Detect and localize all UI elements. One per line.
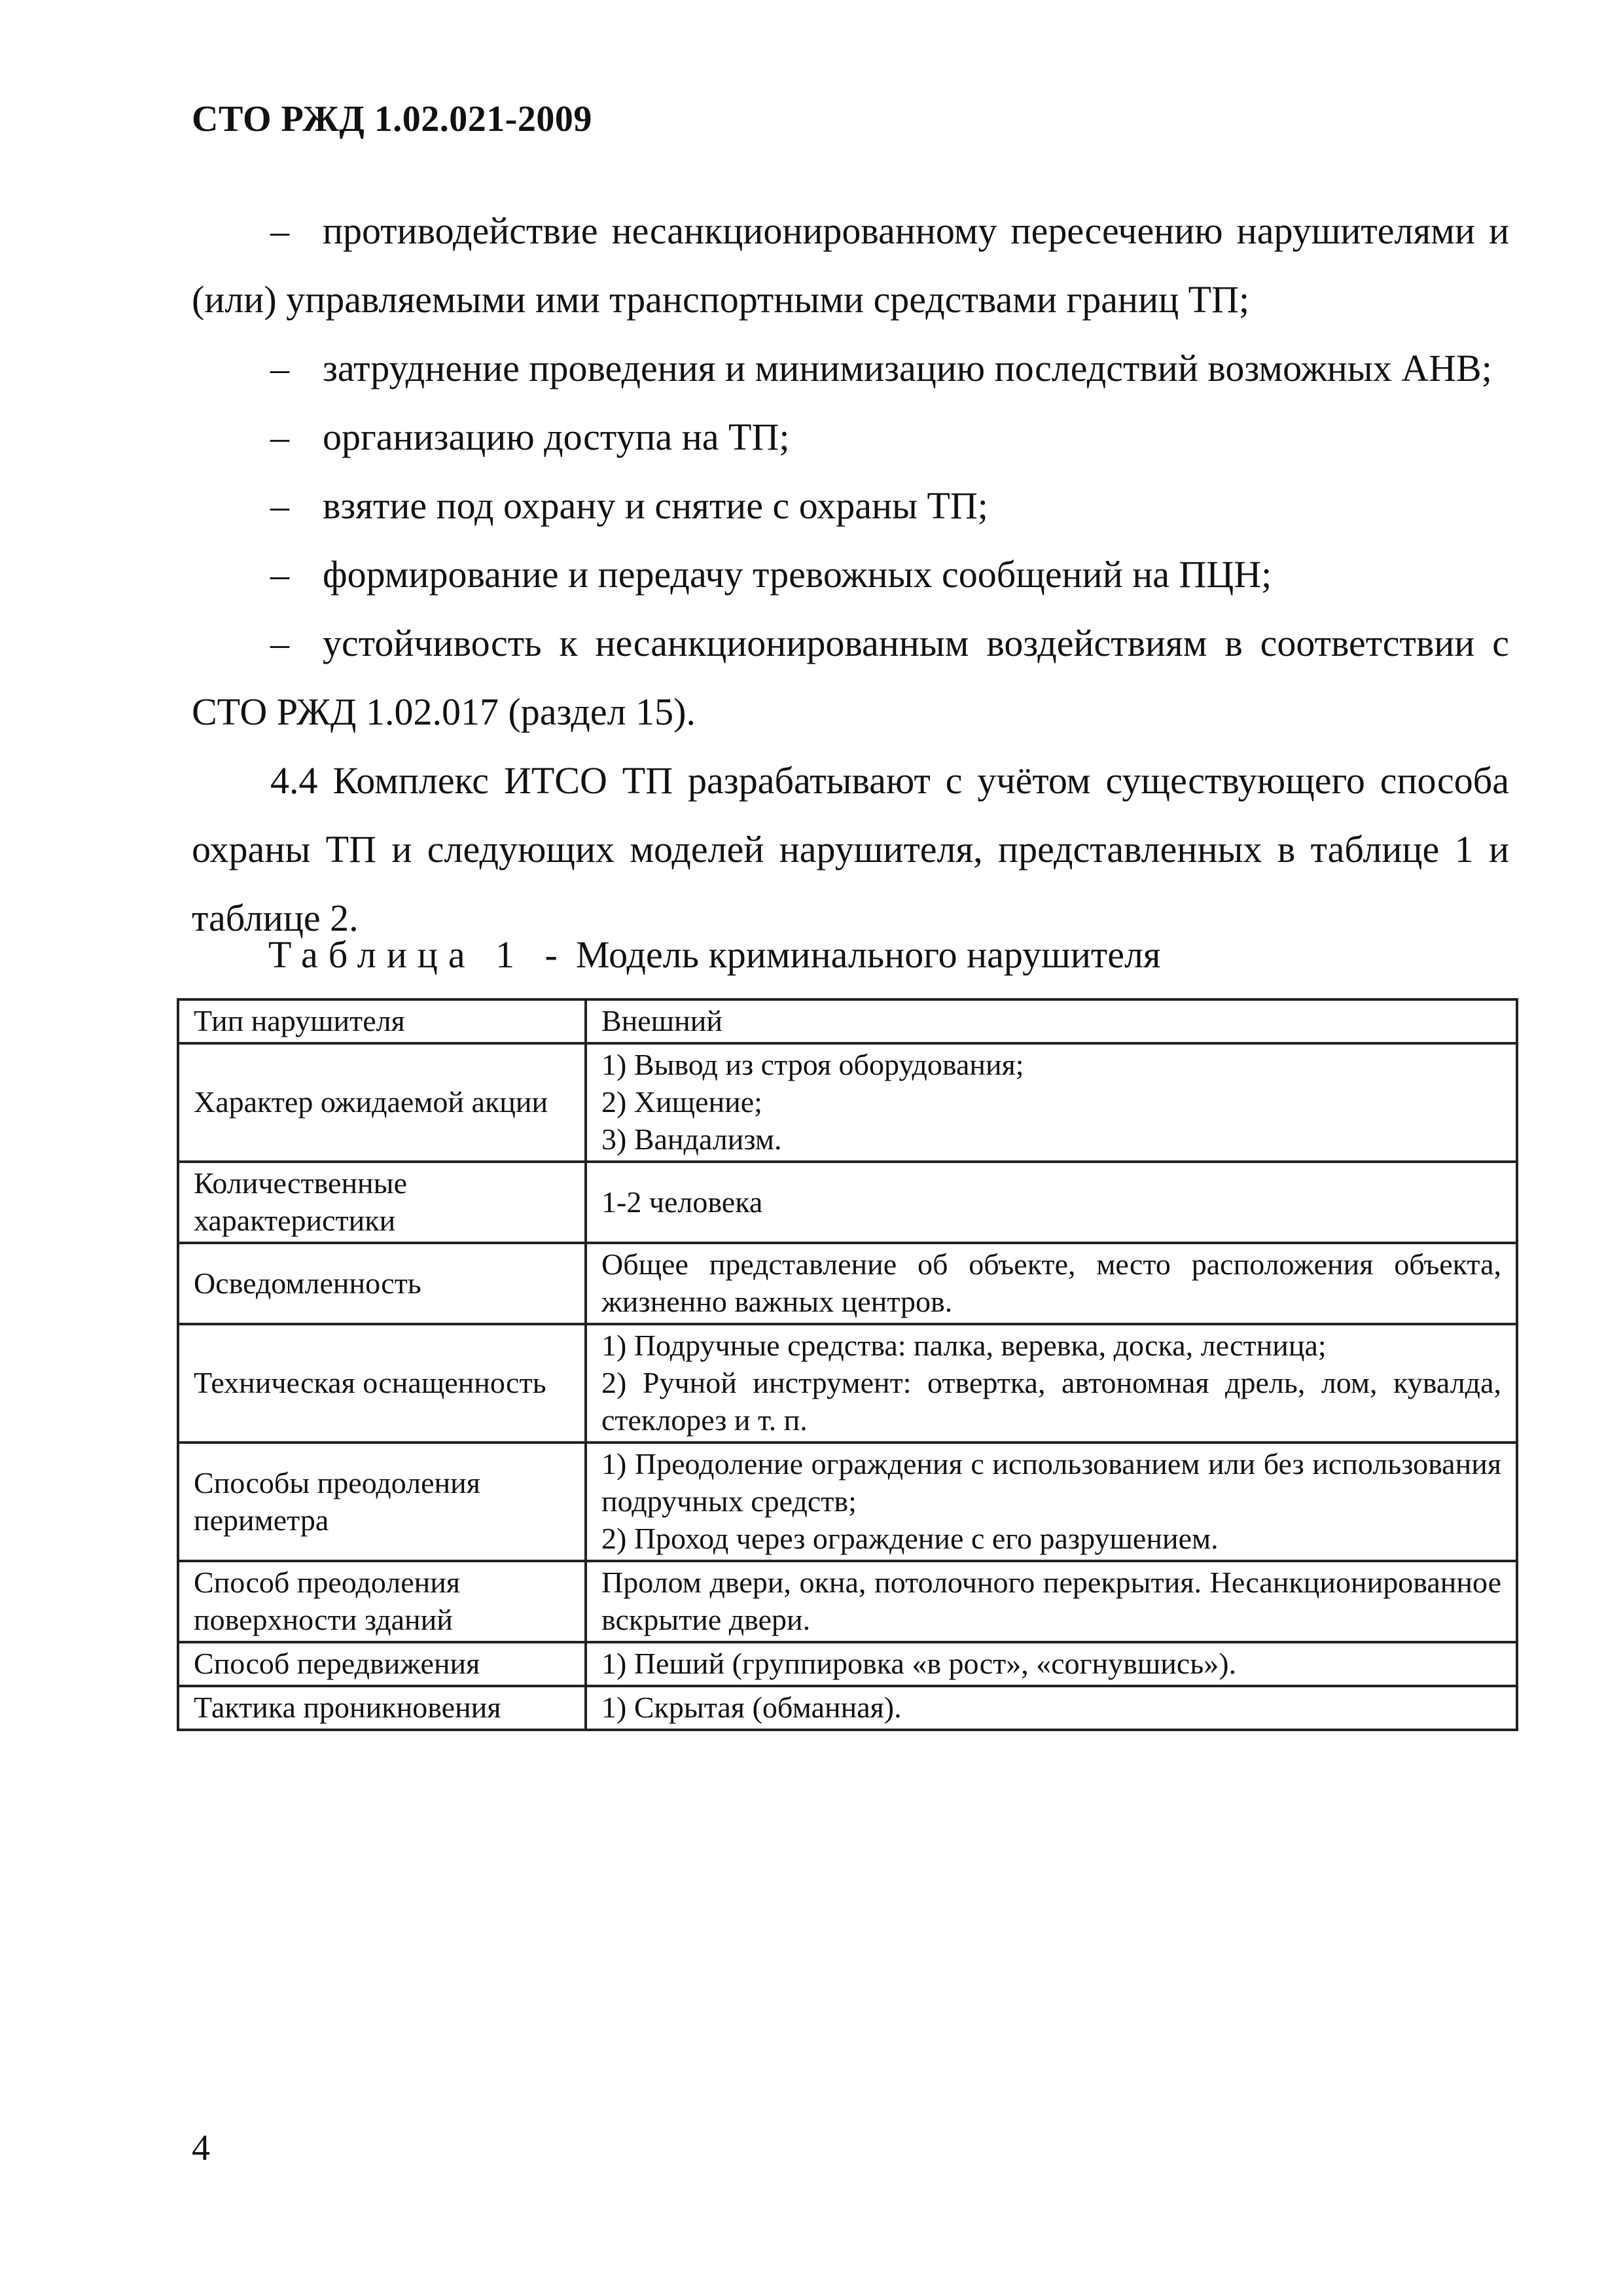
list-item-text: противодействие несанкционированному пересечению нарушителями и (или) управляемыми ими транспортными средствами границ ТП; (192, 209, 1509, 321)
table-cell-label: Характер ожидаемой акции (178, 1043, 586, 1162)
table-row (178, 1443, 1517, 1561)
table-row (178, 1324, 1517, 1443)
table-cell-value (586, 1243, 1517, 1324)
list-item-hindrance (192, 334, 1509, 403)
table-cell-value (586, 1043, 1517, 1162)
table-row (178, 999, 1517, 1043)
table-cell-line: 2) Хищение; (601, 1085, 762, 1119)
table-cell-line: 1) Вывод из строя оборудования; (601, 1048, 1024, 1081)
list-item-text: организацию доступа на ТП; (323, 416, 790, 458)
list-item-text: устойчивость к несанкционированным воздействиям в соответствии с СТО РЖД 1.02.017 (раздел 15). (192, 622, 1509, 733)
dash-marker: – (270, 416, 289, 458)
page-number: 4 (192, 2128, 210, 2168)
table-row (178, 1243, 1517, 1324)
table-cell-value (586, 1561, 1517, 1642)
document-code-header: СТО РЖД 1.02.021-2009 (192, 99, 592, 139)
dash-marker: – (270, 553, 289, 596)
body-text (192, 196, 1509, 952)
table-row (178, 1162, 1517, 1243)
table-cell-line: 1-2 человека (601, 1185, 763, 1219)
table-cell-line: 1) Скрытая (обманная). (601, 1691, 902, 1724)
table-row (178, 1561, 1517, 1642)
table-caption (268, 933, 1161, 977)
table-cell-line: Общее представление об объекте, место расположения объекта, жизненно важных центров. (601, 1247, 1501, 1318)
table-cell-value (586, 1686, 1517, 1730)
list-item-resistance (192, 609, 1509, 746)
table-cell-value (586, 1324, 1517, 1443)
list-item-text: затруднение проведения и минимизацию последствий возможных АНВ; (323, 347, 1492, 389)
table-caption-title: Модель криминального нарушителя (576, 933, 1161, 976)
dash-marker: – (270, 209, 289, 252)
intruder-model-table (177, 998, 1518, 1731)
table-cell-label: Осведомленность (178, 1243, 586, 1324)
dash-marker: – (270, 484, 289, 527)
table-cell-line: 1) Пеший (группировка «в рост», «согнувшись»). (601, 1647, 1237, 1680)
table-cell-label: Количественные характеристики (178, 1162, 586, 1243)
table-cell-line: 3) Вандализм. (601, 1122, 782, 1156)
paragraph-4-4: 4.4 Комплекс ИТСО ТП разрабатывают с учётом существующего способа охраны ТП и следующих моделей нарушителя, представленных в таблице 1 и таблице 2. (192, 759, 1509, 939)
list-item-access (192, 403, 1509, 471)
table-cell-label: Тип нарушителя (178, 999, 586, 1043)
list-item-alarm-messages (192, 540, 1509, 609)
table-row (178, 1642, 1517, 1686)
table-cell-label: Способы преодоления периметра (178, 1443, 586, 1561)
table-cell-label: Техническая оснащенность (178, 1324, 586, 1443)
table-cell-value (586, 1162, 1517, 1243)
table-cell-value (586, 999, 1517, 1043)
table-cell-value (586, 1642, 1517, 1686)
table-cell-label: Способ преодоления поверхности зданий (178, 1561, 586, 1642)
list-item-counteraction (192, 196, 1509, 334)
table-cell-label: Способ передвижения (178, 1642, 586, 1686)
dash-marker: – (270, 622, 289, 664)
table-row (178, 1686, 1517, 1730)
table-cell-label: Тактика проникновения (178, 1686, 586, 1730)
table-row (178, 1043, 1517, 1162)
table-cell-line: 2) Ручной инструмент: отвертка, автономная дрель, лом, кувалда, стеклорез и т. п. (601, 1366, 1501, 1437)
table-cell-value (586, 1443, 1517, 1561)
table (177, 998, 1518, 1731)
dash-marker: – (270, 347, 289, 389)
table-caption-label: Таблица 1 - (268, 933, 568, 976)
table-cell-line: Внешний (601, 1004, 722, 1037)
list-item-text: взятие под охрану и снятие с охраны ТП; (323, 484, 988, 527)
table-cell-line: 1) Подручные средства: палка, веревка, доска, лестница; (601, 1329, 1327, 1362)
table-cell-line: 1) Преодоление ограждения с использованием или без использования подручных средств; (601, 1447, 1501, 1518)
list-item-arming (192, 471, 1509, 540)
table-cell-line: Пролом двери, окна, потолочного перекрытия. Несанкционированное вскрытие двери. (601, 1566, 1501, 1636)
table-cell-line: 2) Проход через ограждение с его разрушением. (601, 1522, 1219, 1555)
list-item-text: формирование и передачу тревожных сообщений на ПЦН; (323, 553, 1272, 596)
